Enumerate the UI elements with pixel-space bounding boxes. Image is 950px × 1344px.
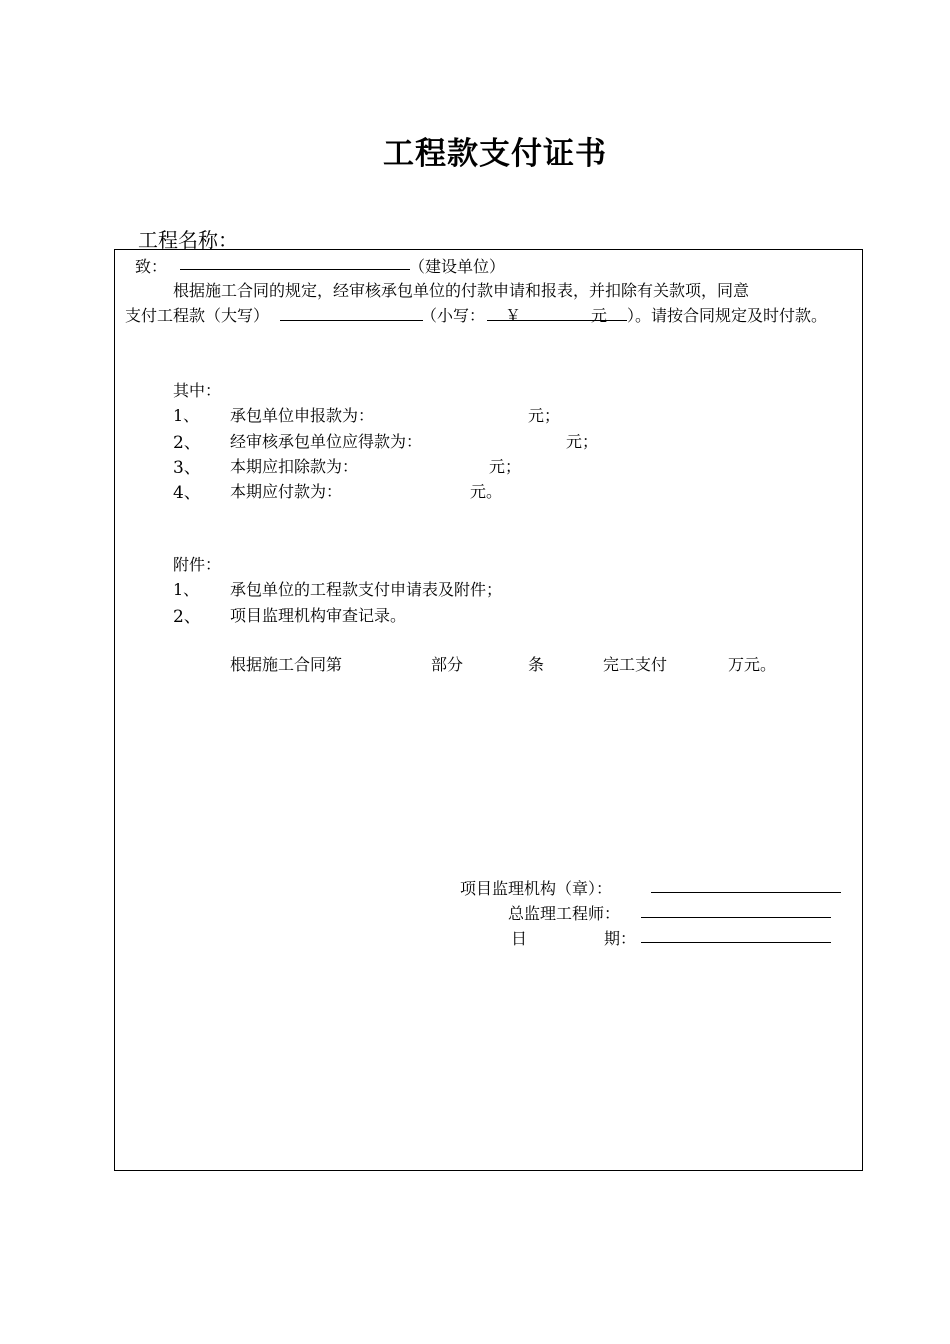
breakdown-num: 4、 (173, 483, 201, 503)
date-label-1: 日 (511, 929, 528, 948)
date-label-2: 期： (604, 929, 637, 948)
body-line-1: 根据施工合同的规定，经审核承包单位的付款申请和报表，并扣除有关款项，同意 (173, 281, 750, 300)
chief-engineer-underline[interactable] (641, 917, 831, 918)
breakdown-num: 2、 (173, 433, 201, 453)
contract-text-5: 万元。 (728, 655, 777, 674)
contract-text-3: 条 (528, 655, 545, 674)
date-underline[interactable] (641, 942, 831, 943)
breakdown-label: 承包单位申报款为： (230, 406, 375, 425)
owner-suffix: （建设单位） (409, 257, 506, 276)
breakdown-heading: 其中： (173, 381, 222, 400)
body-line-2-small: （小写： (421, 306, 486, 325)
to-label: 致： (135, 257, 168, 276)
contract-text-1: 根据施工合同第 (230, 655, 343, 674)
breakdown-num: 1、 (173, 406, 200, 425)
body-line-2-prefix: 支付工程款（大写） (125, 306, 270, 325)
attachment-label: 承包单位的工程款支付申请表及附件； (230, 580, 503, 599)
document-title: 工程款支付证书 (383, 136, 607, 172)
breakdown-unit: 元。 (470, 482, 503, 501)
yuan-label: 元 (591, 306, 608, 325)
breakdown-label: 经审核承包单位应得款为： (230, 432, 423, 451)
attachment-num: 2、 (173, 607, 201, 627)
breakdown-num: 3、 (173, 458, 201, 478)
breakdown-label: 本期应扣除款为： (230, 457, 359, 476)
certificate-box (114, 249, 863, 1171)
body-line-2-suffix: ）。请按合同规定及时付款。 (627, 306, 828, 325)
contract-text-4: 完工支付 (603, 655, 668, 674)
attachments-heading: 附件： (173, 555, 222, 574)
chief-engineer-label: 总监理工程师： (508, 904, 621, 923)
attachment-num: 1、 (173, 580, 200, 599)
owner-underline[interactable] (180, 269, 410, 270)
project-name-label: 工程名称： (138, 228, 238, 252)
supervision-org-underline[interactable] (651, 892, 841, 893)
amount-words-underline[interactable] (280, 320, 423, 321)
yen-sign: ￥ (505, 306, 522, 325)
breakdown-unit: 元； (528, 406, 561, 425)
attachment-label: 项目监理机构审查记录。 (230, 606, 407, 625)
contract-text-2: 部分 (431, 655, 464, 674)
breakdown-label: 本期应付款为： (230, 482, 343, 501)
supervision-org-label: 项目监理机构（章）： (460, 879, 613, 898)
breakdown-unit: 元； (489, 457, 522, 476)
breakdown-unit: 元； (566, 432, 599, 451)
